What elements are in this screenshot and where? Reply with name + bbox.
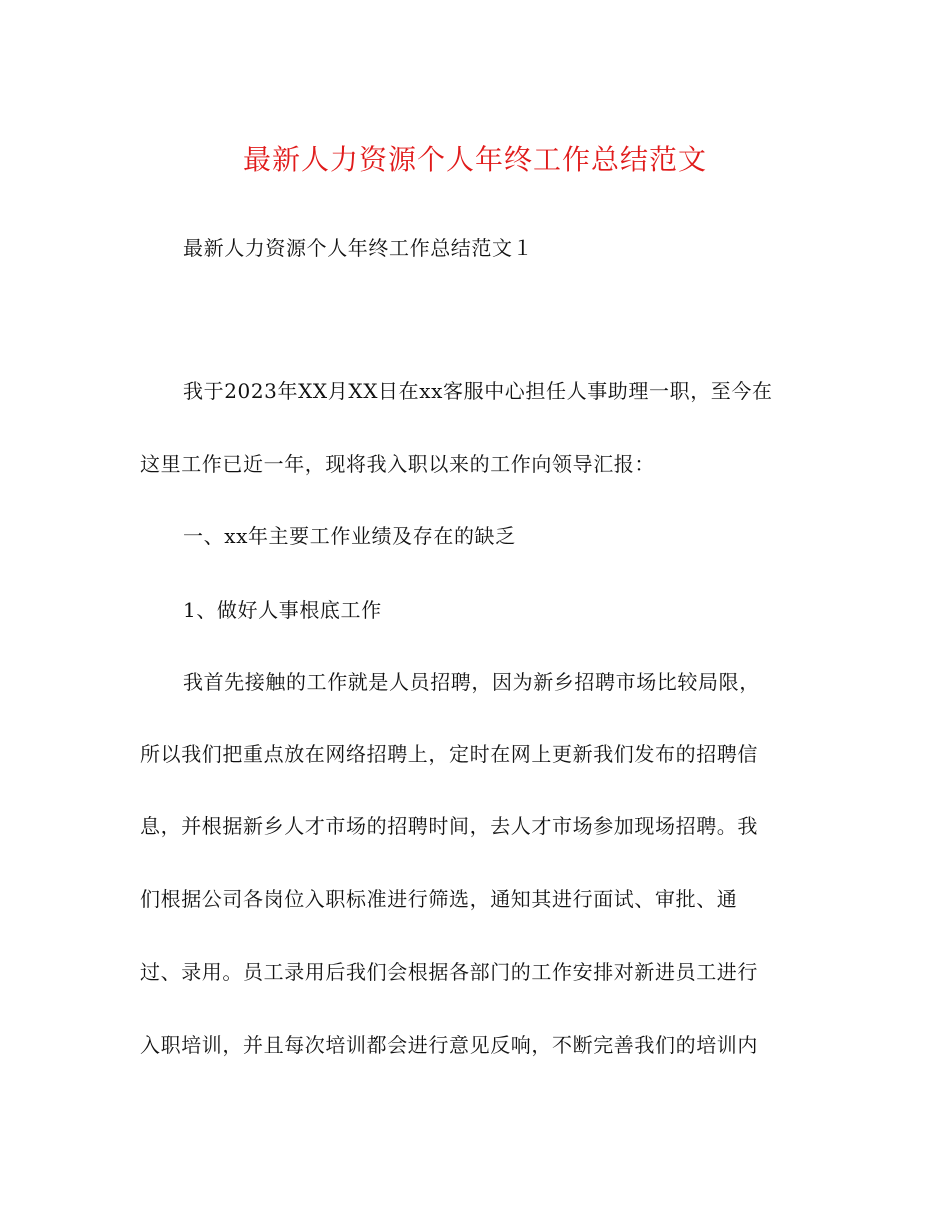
- paragraph-line: 所以我们把重点放在网络招聘上，定时在网上更新我们发布的招聘信: [140, 742, 758, 766]
- paragraph-line: 入职培训，并且每次培训都会进行意见反响，不断完善我们的培训内: [140, 1033, 758, 1057]
- paragraph-line: 我首先接触的工作就是人员招聘，因为新乡招聘市场比较局限，: [183, 670, 760, 694]
- subsection-heading: 1、做好人事根底工作: [183, 598, 382, 622]
- document-subtitle: 最新人力资源个人年终工作总结范文１: [183, 236, 534, 260]
- paragraph-line: 息，并根据新乡人才市场的招聘时间，去人才市场参加现场招聘。我: [140, 814, 758, 838]
- paragraph-line: 这里工作已近一年，现将我入职以来的工作向领导汇报：: [140, 452, 655, 476]
- paragraph-line: 们根据公司各岗位入职标准进行筛选，通知其进行面试、审批、通: [140, 887, 738, 911]
- document-title: 最新人力资源个人年终工作总结范文: [242, 143, 707, 176]
- section-heading: 一、xx年主要工作业绩及存在的缺乏: [183, 524, 516, 548]
- paragraph-line: 过、录用。员工录用后我们会根据各部门的工作安排对新进员工进行: [140, 960, 758, 984]
- paragraph-line: 我于2023年XX月XX日在xx客服中心担任人事助理一职，至今在: [183, 379, 773, 403]
